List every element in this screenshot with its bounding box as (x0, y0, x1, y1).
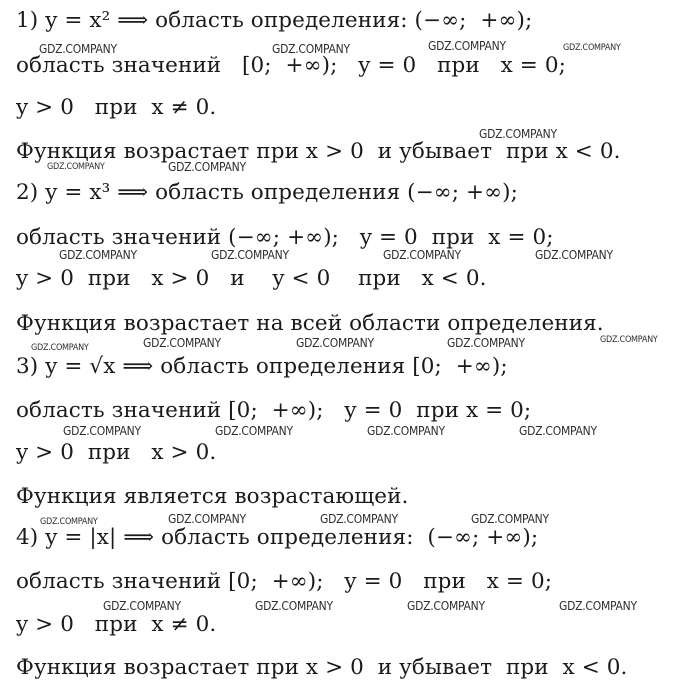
watermark-text: GDZ.COMPANY (428, 39, 506, 53)
watermark-text: GDZ.COMPANY (519, 424, 597, 438)
line-3-3: y > 0 при x > 0. (16, 440, 217, 465)
line-2-2: область значений (−∞; +∞); y = 0 при x = 0; (16, 225, 554, 250)
watermark-text: GDZ.COMPANY (600, 335, 658, 345)
watermark-text: GDZ.COMPANY (255, 599, 333, 613)
line-3-1: 3) y = √x ⟹ область определения [0; +∞); (16, 354, 508, 379)
watermark-text: GDZ.COMPANY (320, 512, 398, 526)
line-2-1: 2) y = x³ ⟹ область определения (−∞; +∞); (16, 180, 519, 205)
watermark-text: GDZ.COMPANY (40, 517, 98, 527)
watermark-text: GDZ.COMPANY (563, 43, 621, 53)
line-4-1: 4) y = |x| ⟹ область определения: (−∞; +∞); (16, 525, 539, 550)
watermark-text: GDZ.COMPANY (272, 42, 350, 56)
watermark-text: GDZ.COMPANY (479, 127, 557, 141)
watermark-text: GDZ.COMPANY (143, 336, 221, 350)
line-1-2: область значений [0; +∞); y = 0 при x = 0; (16, 53, 566, 78)
watermark-text: GDZ.COMPANY (63, 424, 141, 438)
watermark-text: GDZ.COMPANY (471, 512, 549, 526)
watermark-text: GDZ.COMPANY (447, 336, 525, 350)
line-3-2: область значений [0; +∞); y = 0 при x = 0; (16, 398, 532, 423)
line-2-3: y > 0 при x > 0 и y < 0 при x < 0. (16, 266, 487, 291)
line-4-2: область значений [0; +∞); y = 0 при x = 0; (16, 569, 553, 594)
watermark-text: GDZ.COMPANY (39, 42, 117, 56)
line-4-4: Функция возрастает при x > 0 и убывает при x < 0. (16, 655, 628, 680)
watermark-text: GDZ.COMPANY (103, 599, 181, 613)
line-1-1: 1) y = x² ⟹ область определения: (−∞; +∞); (16, 8, 533, 33)
watermark-text: GDZ.COMPANY (31, 343, 89, 353)
watermark-text: GDZ.COMPANY (59, 248, 137, 262)
watermark-text: GDZ.COMPANY (215, 424, 293, 438)
watermark-text: GDZ.COMPANY (535, 248, 613, 262)
watermark-text: GDZ.COMPANY (168, 160, 246, 174)
watermark-text: GDZ.COMPANY (168, 512, 246, 526)
line-1-4: Функция возрастает при x > 0 и убывает при x < 0. (16, 139, 621, 164)
line-4-3: y > 0 при x ≠ 0. (16, 612, 217, 637)
watermark-text: GDZ.COMPANY (559, 599, 637, 613)
line-1-3: y > 0 при x ≠ 0. (16, 95, 217, 120)
watermark-text: GDZ.COMPANY (296, 336, 374, 350)
line-2-4: Функция возрастает на всей области определения. (16, 311, 604, 336)
watermark-text: GDZ.COMPANY (47, 162, 105, 172)
watermark-text: GDZ.COMPANY (367, 424, 445, 438)
watermark-text: GDZ.COMPANY (407, 599, 485, 613)
watermark-text: GDZ.COMPANY (211, 248, 289, 262)
watermark-text: GDZ.COMPANY (383, 248, 461, 262)
line-3-4: Функция является возрастающей. (16, 484, 409, 509)
